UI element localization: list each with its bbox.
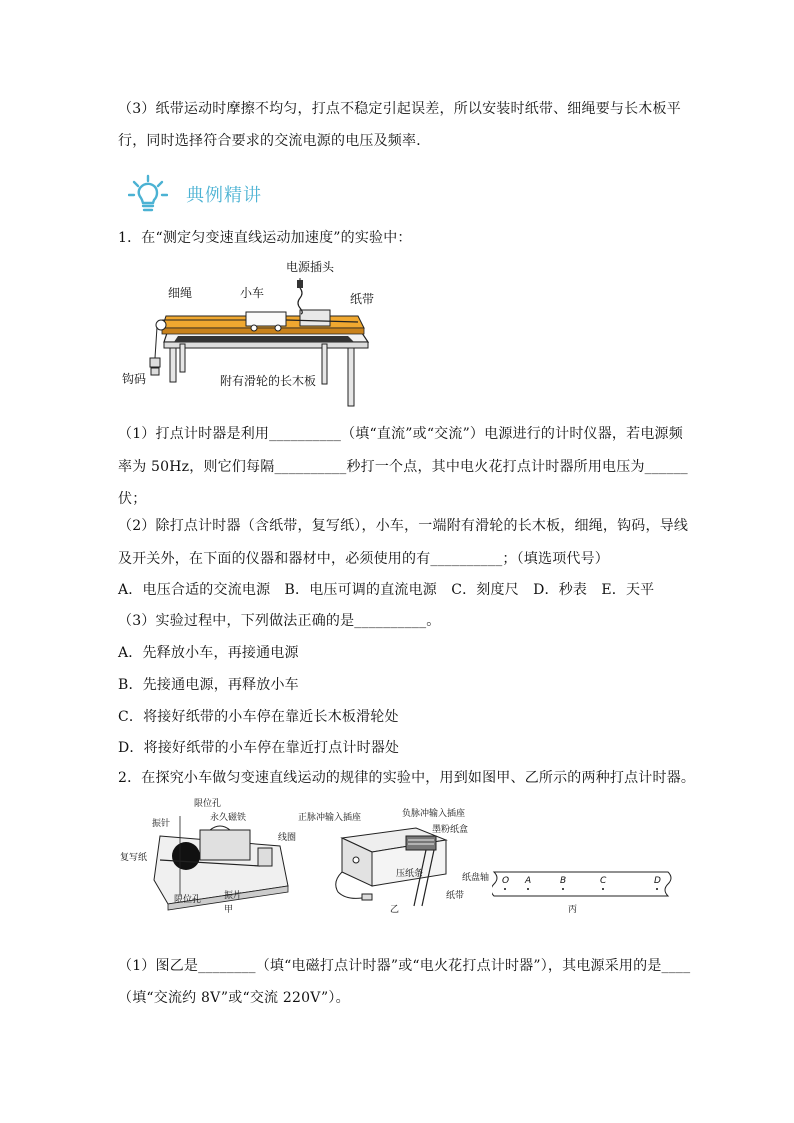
q1-figure	[122, 258, 378, 410]
q1-p3: （3）实验过程中，下列做法正确的是__________。	[118, 613, 441, 629]
note3-line2: 行，同时选择符合要求的交流电源的电压及频率．	[118, 133, 431, 149]
q1-p2-line2: 及开关外，在下面的仪器和器材中，必须使用的有__________；（填选项代号）	[118, 551, 609, 567]
jia-caption: 甲	[224, 905, 234, 915]
q1-option-c: C．将接好纸带的小车停在靠近长木板滑轮处	[118, 709, 399, 725]
label-cart: 小车	[240, 286, 265, 300]
bing-point-c: C	[600, 876, 607, 886]
lightbulb-icon	[128, 174, 168, 218]
q1-option-b: B．先接通电源，再释放小车	[118, 677, 299, 693]
jia-label-needle: 振针	[152, 819, 171, 829]
q1-p2-line1: （2）除打点计时器（含纸带，复写纸），小车，一端附有滑轮的长木板，细绳，钩码，导线	[118, 518, 689, 534]
fig-bing-tape	[492, 868, 678, 898]
q1-option-d: D．将接好纸带的小车停在靠近打点计时器处	[118, 740, 400, 756]
fig-jia	[120, 796, 300, 916]
bing-point-a: A	[525, 876, 532, 886]
bing-dot-o	[504, 888, 506, 890]
q2-p1-line2: （填“交流约 8V”或“交流 220V”）。	[118, 990, 350, 1006]
bing-point-d: D	[654, 876, 661, 886]
jia-label-magnet: 永久磁铁	[210, 813, 247, 823]
q1-p2-options: A．电压合适的交流电源 B．电压可调的直流电源 C．刻度尺 D．秒表 E．天平	[118, 582, 655, 598]
bing-caption: 丙	[568, 905, 578, 915]
yi-label-tape: 纸带	[446, 891, 465, 901]
yi-caption: 乙	[390, 905, 400, 915]
q1-p1-line3: 伏；	[118, 491, 147, 507]
note3-line1: （3）纸带运动时摩擦不均匀，打点不稳定引起误差，所以安装时纸带、细绳要与长木板平	[118, 101, 681, 117]
bing-dot-a	[527, 888, 529, 890]
bing-point-o: O	[502, 876, 510, 886]
q1-option-a: A．先释放小车，再接通电源	[118, 645, 299, 661]
label-tape: 纸带	[350, 292, 375, 306]
jia-label-carbon: 复写纸	[120, 853, 148, 863]
yi-label-shaft: 纸盘轴	[462, 873, 490, 883]
yi-label-neg: 负脉冲输入插座	[402, 809, 466, 819]
bing-point-b: B	[560, 876, 567, 886]
q1-p1-line1: （1）打点计时器是利用__________（填“直流”或“交流”）电源进行的计时仪器，若电源频	[118, 426, 683, 442]
jia-label-reed: 振片	[224, 891, 243, 901]
yi-label-pos: 正脉冲输入插座	[298, 813, 362, 823]
jia-label-hole-bottom: 限位孔	[174, 895, 202, 905]
q1-p1-line2: 率为 50Hz，则它们每隔__________秒打一个点，其中电火花打点计时器所用电压为______	[118, 459, 688, 475]
label-plug: 电源插头	[286, 260, 335, 274]
q2-stem: 2．在探究小车做匀变速直线运动的规律的实验中，用到如图甲、乙所示的两种打点计时器。	[118, 770, 696, 786]
label-weight: 钩码	[122, 372, 147, 386]
fig-bing	[492, 868, 678, 918]
bing-dot-c	[602, 888, 604, 890]
yi-label-presser: 压纸条	[396, 869, 424, 879]
jia-label-hole-top: 限位孔	[194, 799, 222, 809]
bing-dot-d	[656, 888, 658, 890]
jia-label-coil: 线圈	[278, 833, 297, 843]
section-title: 典例精讲	[186, 185, 262, 206]
label-board: 附有滑轮的长木板	[220, 374, 317, 388]
bing-dot-b	[562, 888, 564, 890]
q2-p1-line1: （1）图乙是________（填“电磁打点计时器”或“电火花打点计时器”），其电源采用的是____	[118, 958, 691, 974]
yi-label-inkbox: 墨粉纸盒	[432, 825, 469, 835]
label-rope: 细绳	[168, 286, 193, 300]
q1-stem: 1．在“测定匀变速直线运动加速度”的实验中：	[118, 230, 412, 246]
fig-yi	[298, 806, 496, 916]
